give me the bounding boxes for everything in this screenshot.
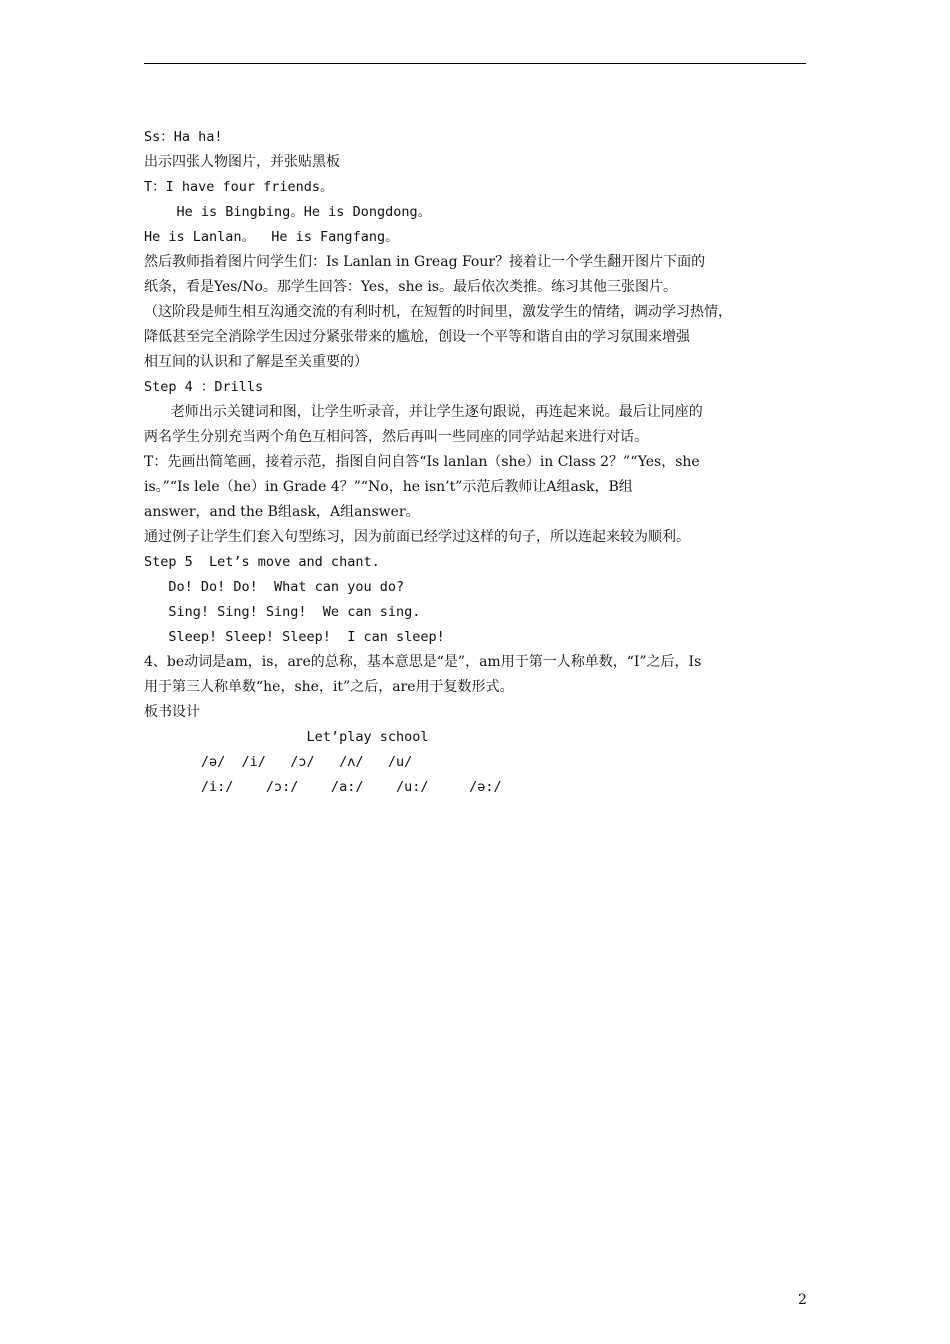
text-line: 相互间的认识和了解是至关重要的）	[144, 354, 368, 370]
text-line: （这阶段是师生相互沟通交流的有利时机，在短暂的时间里，激发学生的情绪，调动学习热情，	[144, 304, 732, 320]
step-heading: Step 5 Let’s move and chant.	[144, 554, 380, 570]
text-line: answer，and the B组ask，A组answer。	[144, 504, 420, 520]
text-line: 老师出示关键词和图，让学生听录音，并让学生逐句跟说，再连起来说。最后让同座的	[144, 404, 703, 420]
text-line: 然后教师指着图片问学生们：Is Lanlan in Greag Four？接着让一个学生翻开图片下面的	[144, 254, 706, 270]
text-line: He is Bingbing。He is Dongdong。	[144, 204, 432, 220]
page-number: 2	[798, 1292, 807, 1308]
chant-line: Sing! Sing! Sing! We can sing.	[144, 604, 421, 620]
board-title: Let’play school	[144, 729, 429, 745]
text-line: Ss：Ha ha!	[144, 129, 223, 145]
phonetic-line: /ə/ /i/ /ɔ/ /ʌ/ /u/	[144, 754, 413, 770]
text-line: He is Lanlan。 He is Fangfang。	[144, 229, 399, 245]
text-line: is。”“Is lele（he）in Grade 4？”“No，he isn’t”示范后教师让A组ask，B组	[144, 479, 633, 495]
section-heading: 板书设计	[144, 704, 200, 720]
text-line: 两名学生分别充当两个角色互相问答，然后再叫一些同座的同学站起来进行对话。	[144, 429, 648, 445]
step-heading: Step 4 ：Drills	[144, 379, 264, 395]
phonetic-line: /i:/ /ɔ:/ /a:/ /u:/ /ə:/	[144, 779, 502, 795]
chant-line: Do! Do! Do! What can you do?	[144, 579, 405, 595]
text-line: 纸条，看是Yes/No。那学生回答：Yes，she is。最后依次类推。练习其他三张图片。	[144, 279, 677, 295]
text-line: 4、be动词是am，is，are的总称，基本意思是“是”，am用于第一人称单数，“I”之后，Is	[144, 654, 702, 670]
header-rule	[144, 63, 806, 64]
text-line: 出示四张人物图片，并张贴黑板	[144, 154, 340, 170]
text-line: 用于第三人称单数“he，she，it”之后，are用于复数形式。	[144, 679, 514, 695]
text-line: 降低甚至完全消除学生因过分紧张带来的尴尬，创设一个平等和谐自由的学习氛围来增强	[144, 329, 690, 345]
chant-line: Sleep! Sleep! Sleep! I can sleep!	[144, 629, 445, 645]
text-line: T：先画出简笔画，接着示范，指图自问自答“Is lanlan（she）in Class 2？”“Yes，she	[144, 454, 700, 470]
text-line: T：I have four friends。	[144, 179, 334, 195]
text-line: 通过例子让学生们套入句型练习，因为前面已经学过这样的句子，所以连起来较为顺利。	[144, 529, 690, 545]
